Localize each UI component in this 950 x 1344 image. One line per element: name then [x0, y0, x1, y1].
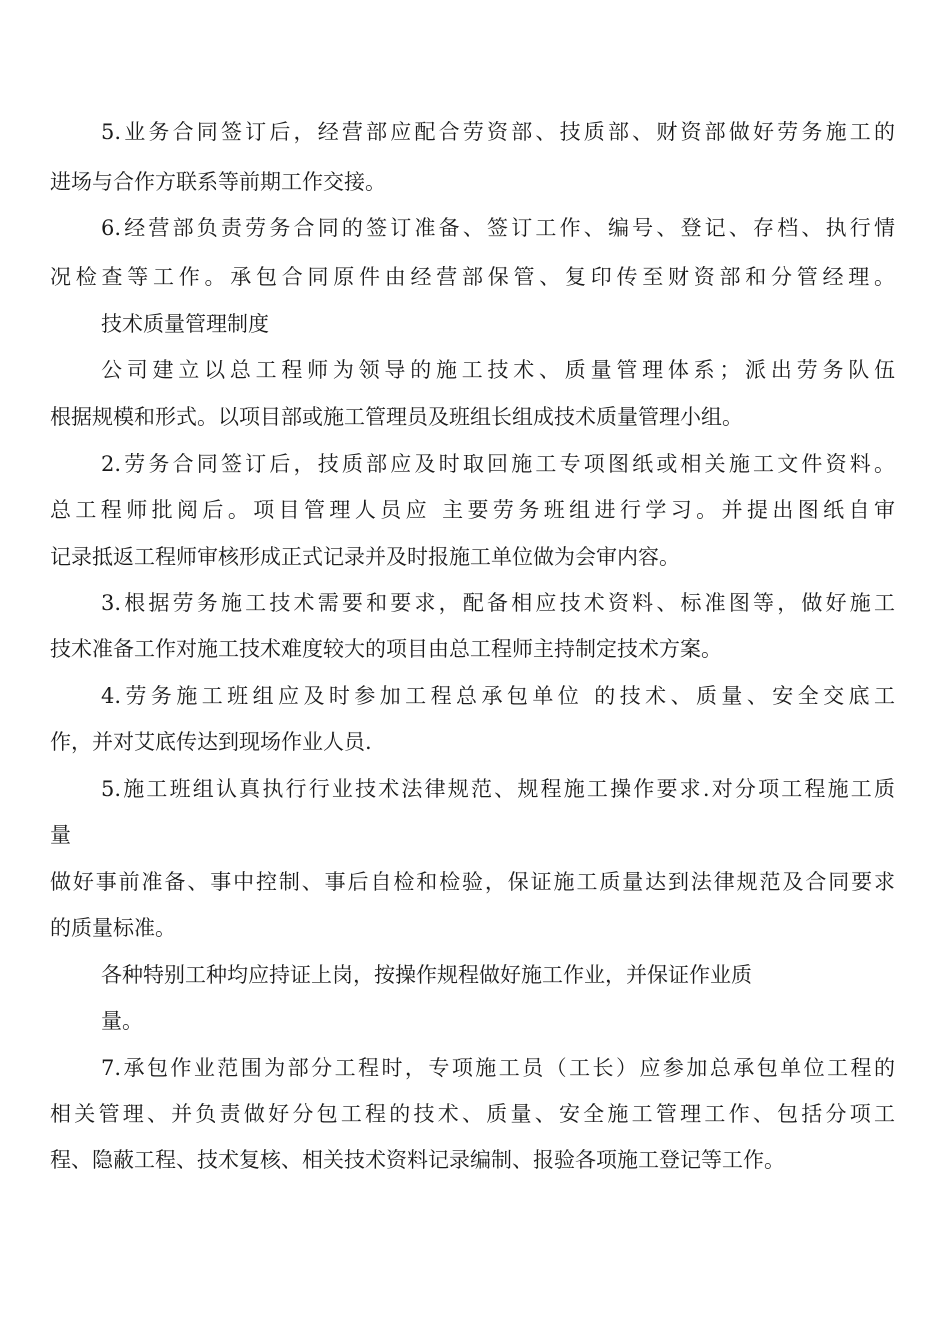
paragraph-line: 做好事前准备、事中控制、事后自检和检验，保证施工质量达到法律规范及合同要求: [50, 870, 895, 894]
paragraph-line: 量。: [101, 1009, 143, 1033]
paragraph-line: 5.施工班组认真执行行业技术法律规范、规程施工操作要求.对分项工程施工质: [101, 777, 895, 801]
paragraph-line: 5.业务合同签订后，经营部应配合劳资部、技质部、财资部做好劳务施工的: [101, 120, 895, 144]
paragraph-line: 相关管理、并负责做好分包工程的技术、质量、安全施工管理工作、包括分项工: [50, 1102, 895, 1126]
paragraph-line: 3.根据劳务施工技术需要和要求，配备相应技术资料、标准图等，做好施工: [101, 591, 895, 615]
paragraph-line: 进场与合作方联系等前期工作交接。: [50, 170, 386, 194]
section-heading: 技术质量管理制度: [101, 312, 269, 336]
paragraph-line: 况检查等工作。承包合同原件由经营部保管、复印传至财资部和分管经理。: [50, 265, 895, 289]
paragraph-line: 公司建立以总工程师为领导的施工技术、质量管理体系；派出劳务队伍: [101, 358, 895, 382]
paragraph-line: 4.劳务施工班组应及时参加工程总承包单位 的技术、质量、安全交底工: [101, 684, 895, 708]
paragraph-line: 记录抵返工程师审核形成正式记录并及时报施工单位做为会审内容。: [50, 545, 680, 569]
paragraph-line: 作，并对艾底传达到现场作业人员.: [50, 730, 372, 754]
paragraph-line: 程、隐蔽工程、技术复核、相关技术资料记录编制、报验各项施工登记等工作。: [50, 1148, 785, 1172]
paragraph-line: 根据规模和形式。以项目部或施工管理员及班组长组成技术质量管理小组。: [50, 405, 743, 429]
paragraph-line: 7.承包作业范围为部分工程时，专项施工员（工长）应参加总承包单位工程的: [101, 1056, 895, 1080]
paragraph-line: 总工程师批阅后。项目管理人员应 主要劳务班组进行学习。并提出图纸自审: [50, 498, 895, 522]
paragraph-line: 2.劳务合同签订后，技质部应及时取回施工专项图纸或相关施工文件资料。: [101, 452, 895, 476]
paragraph-line: 的质量标准。: [50, 916, 176, 940]
paragraph-line: 6.经营部负责劳务合同的签订准备、签订工作、编号、登记、存档、执行情: [101, 216, 895, 240]
paragraph-line: 各种特别工种均应持证上岗，按操作规程做好施工作业，并保证作业质: [101, 963, 752, 987]
paragraph-line: 技术准备工作对施工技术难度较大的项目由总工程师主持制定技术方案。: [50, 637, 722, 661]
paragraph-line: 量: [50, 823, 71, 847]
